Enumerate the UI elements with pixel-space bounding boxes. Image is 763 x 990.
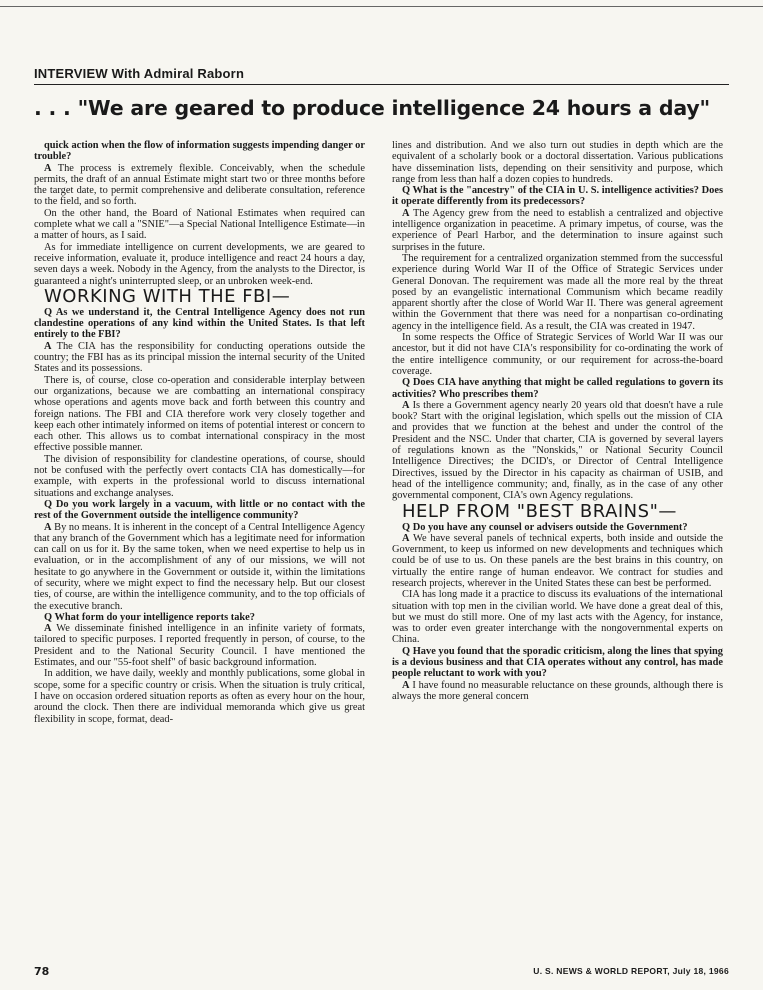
- section-heading: WORKING WITH THE FBI—: [44, 285, 291, 307]
- answer-paragraph: [34, 522, 365, 612]
- paragraph-text: Do you work largely in a vacuum, with little or no contact with the rest of the Government outside the intelligence community?: [34, 498, 365, 522]
- body-paragraph: [34, 208, 365, 242]
- answer-paragraph: [34, 623, 365, 668]
- paragraph-text: CIA has long made it a practice to discuss its evaluations of the international situation with top men in the civilian world. We have done a great deal of this, but we must do still more. One of my last acts with the Agency, for instance, was to order even greater interchange with the nongovernmental experts on China.: [392, 589, 723, 646]
- answer-marker: A: [402, 399, 410, 411]
- question-marker: Q: [402, 521, 411, 533]
- paragraph-text: Does CIA have anything that might be called regulations to govern its activities? Who prescribes them?: [392, 377, 723, 400]
- paragraph-text: In some respects the Office of Strategic Services of World War II was our ancestor, but it did not have CIA's responsibility for co-ordinating the work of the entire intelligence community, or our requirement for across-the-board coverage.: [392, 332, 723, 377]
- paragraph-text: The division of responsibility for clandestine operations, of course, should not be confused with the perfectly overt contacts CIA has domestically—for example, with experts in the professional world to discuss international situations and exchange analyses.: [34, 453, 365, 499]
- body-paragraph: [34, 454, 365, 499]
- body-paragraph: [392, 140, 723, 185]
- answer-paragraph: [34, 163, 365, 208]
- section-heading: HELP FROM "BEST BRAINS"—: [402, 500, 677, 522]
- answer-marker: A: [402, 532, 410, 544]
- question-marker: Q: [402, 377, 411, 389]
- question-marker: Q: [44, 306, 53, 318]
- paragraph-text: Do you have any counsel or advisers outside the Government?: [410, 521, 688, 533]
- paragraph-text: What is the "ancestry" of the CIA in U. S. intelligence activities? Does it operate differently from its predecessors?: [392, 185, 723, 208]
- paragraph-text: In addition, we have daily, weekly and monthly publications, some global in scope, some for a specific country or crisis. When the situation is truly critical, I have on occasion ordered situation reports as often as every hour on the hour, around the clock. Then there are individual memoranda which give us great flexibility in scope, format, dead-: [34, 668, 365, 725]
- top-rule: [0, 6, 763, 7]
- question-paragraph: [34, 499, 365, 522]
- paragraph-text: The CIA has the responsibility for conducting operations outside the country; the FBI has as its principal mission the internal security of the United States and its possessions.: [34, 340, 365, 375]
- question-paragraph: [34, 307, 365, 341]
- answer-marker: A: [44, 521, 52, 533]
- left-column: [34, 140, 365, 725]
- paragraph-text: By no means. It is inherent in the concept of a Central Intelligence Agency that any branch of the Government which has a legitimate need for information can call on us for it. By the same token, when we need expertise to help us in evaluation, or in the accomplishment of any of our missions, we will not hesitate to go anywhere in the Government or outside it, within the limitations of security, where we might expect to find the necessary help. But our closest ties, of course, are within the intelligence community, and to the top officials of the executive branch.: [34, 521, 365, 612]
- paragraph-text: On the other hand, the Board of National Estimates when required can complete what we call a "SNIE"—a Special National Intelligence Estimate—in a matter of hours, as I said.: [34, 207, 365, 242]
- headline: . . . "We are geared to produce intelligence 24 hours a day": [34, 96, 710, 120]
- page-number: 78: [34, 965, 50, 978]
- paragraph-text: As we understand it, the Central Intelligence Agency does not run clandestine operations of any kind within the United States. Is that left entirely to the FBI?: [34, 306, 365, 341]
- running-head: INTERVIEW With Admiral Raborn: [34, 66, 245, 81]
- paragraph-text: The requirement for a centralized organization stemmed from the successful experience during World War II of the Office of Strategic Services under General Donovan. The requirement was made all the more real by the threat posed by an evangelistic international Communism which became readily apparent shortly after the close of World War II. There was general agreement within the Government that there was need for a nonpartisan co-ordinating agency in the intelligence field. As a result, the CIA was created in 1947.: [392, 252, 723, 332]
- body-paragraph: [34, 242, 365, 287]
- answer-marker: A: [44, 340, 52, 352]
- question-paragraph: [392, 185, 723, 208]
- question-marker: Q: [402, 185, 411, 197]
- paragraph-text: The Agency grew from the need to establish a centralized and objective intelligence organization in peacetime. A primary impetus, of course, was the experience of Pearl Harbor, and the determination to insure against such surprises in the future.: [392, 207, 723, 253]
- body-paragraph: [392, 589, 723, 645]
- paragraph-text: There is, of course, close co-operation and considerable interplay between our organizations, because we are combatting an international conspiracy whose operations and agents move back and forth between this country and foreign nations. The FBI and CIA therefore work very closely together and keep each other intimately informed on items of potential interest or concern to each other. This allows us to combat international conspiracy in the most effective possible manner.: [34, 374, 365, 454]
- question-paragraph: [34, 612, 365, 623]
- answer-marker: A: [44, 623, 52, 635]
- question-marker: Q: [402, 645, 411, 657]
- answer-paragraph: [392, 208, 723, 253]
- body-paragraph: [34, 375, 365, 454]
- paragraph-text: As for immediate intelligence on current developments, we are geared to receive information, evaluate it, produce intelligence and react 24 hours a day, seven days a week. Nobody in the Agency, from the analysts to the Director, is guaranteed a night's uninterrupted sleep, or an unbroken week-end.: [34, 241, 365, 287]
- source-line: U. S. NEWS & WORLD REPORT, July 18, 1966: [533, 966, 729, 976]
- paragraph-text: Is there a Government agency nearly 20 years old that doesn't have a rule book? Start with the original legislation, which spells out the mission of CIA and provides that we function at the behest and under the control of the President and the NSC. Under that charter, CIA is governed by several layers of regulations known as the "Nonskids," or National Security Council Intelligence Directives; the DCID's, or Director of Central Intelligence Directives, issued by the Director in his capacity as chairman of USIB, and head of the intelligence community; and, finally, as in the case of any other governmental component, CIA's own Agency regulations.: [392, 399, 723, 502]
- body-paragraph: [34, 668, 365, 724]
- answer-marker: A: [44, 162, 52, 174]
- paragraph-text: quick action when the flow of information suggests impending danger or trouble?: [34, 140, 365, 163]
- paragraph-text: What form do your intelligence reports take?: [52, 611, 255, 623]
- header-rule: [34, 84, 729, 85]
- paragraph-text: I have found no measurable reluctance on these grounds, although there is always the more general concern: [392, 679, 723, 702]
- paragraph-text: We have several panels of technical experts, both inside and outside the Government, to keep us informed on new developments and techniques which could be of use to us. On these panels are the best brains in this country, on virtually the entire range of human endeavor. We contract for studies and research projects, wherever in the United States these can best be performed.: [392, 532, 723, 589]
- paragraph-text: We disseminate finished intelligence in an infinite variety of formats, tailored to specific purposes. I reported frequently in person, of course, to the President and to the National Security Council. I have mentioned the Estimates, and our "55-foot shelf" of basic background information.: [34, 623, 365, 669]
- answer-marker: A: [402, 207, 410, 219]
- right-column: [392, 140, 723, 702]
- answer-paragraph: [392, 400, 723, 502]
- body-paragraph: [392, 253, 723, 332]
- question-marker: Q: [44, 611, 53, 623]
- answer-paragraph: [392, 533, 723, 589]
- question-paragraph: [392, 522, 723, 533]
- paragraph-text: Have you found that the sporadic criticism, along the lines that spying is a devious business and that CIA operates without any control, has made people reluctant to work with you?: [392, 645, 723, 680]
- paragraph-text: The process is extremely flexible. Conceivably, when the schedule permits, the draft of an annual Estimate might start two or three months before the target date, to permit comprehensive and deliberate consultation, reference to the field, and so forth.: [34, 162, 365, 208]
- question-marker: Q: [44, 498, 53, 510]
- answer-paragraph: [392, 680, 723, 703]
- paragraph-text: lines and distribution. And we also turn out studies in depth which are the equivalent of a scholarly book or a doctoral dissertation. Various publications have dissemination lists, depending on their sensitivity and purpose, which range from less than half a dozen copies to hundreds.: [392, 140, 723, 185]
- question-paragraph: [34, 140, 365, 163]
- question-paragraph: [392, 377, 723, 400]
- question-paragraph: [392, 646, 723, 680]
- answer-paragraph: [34, 341, 365, 375]
- body-paragraph: [392, 332, 723, 377]
- answer-marker: A: [402, 679, 410, 691]
